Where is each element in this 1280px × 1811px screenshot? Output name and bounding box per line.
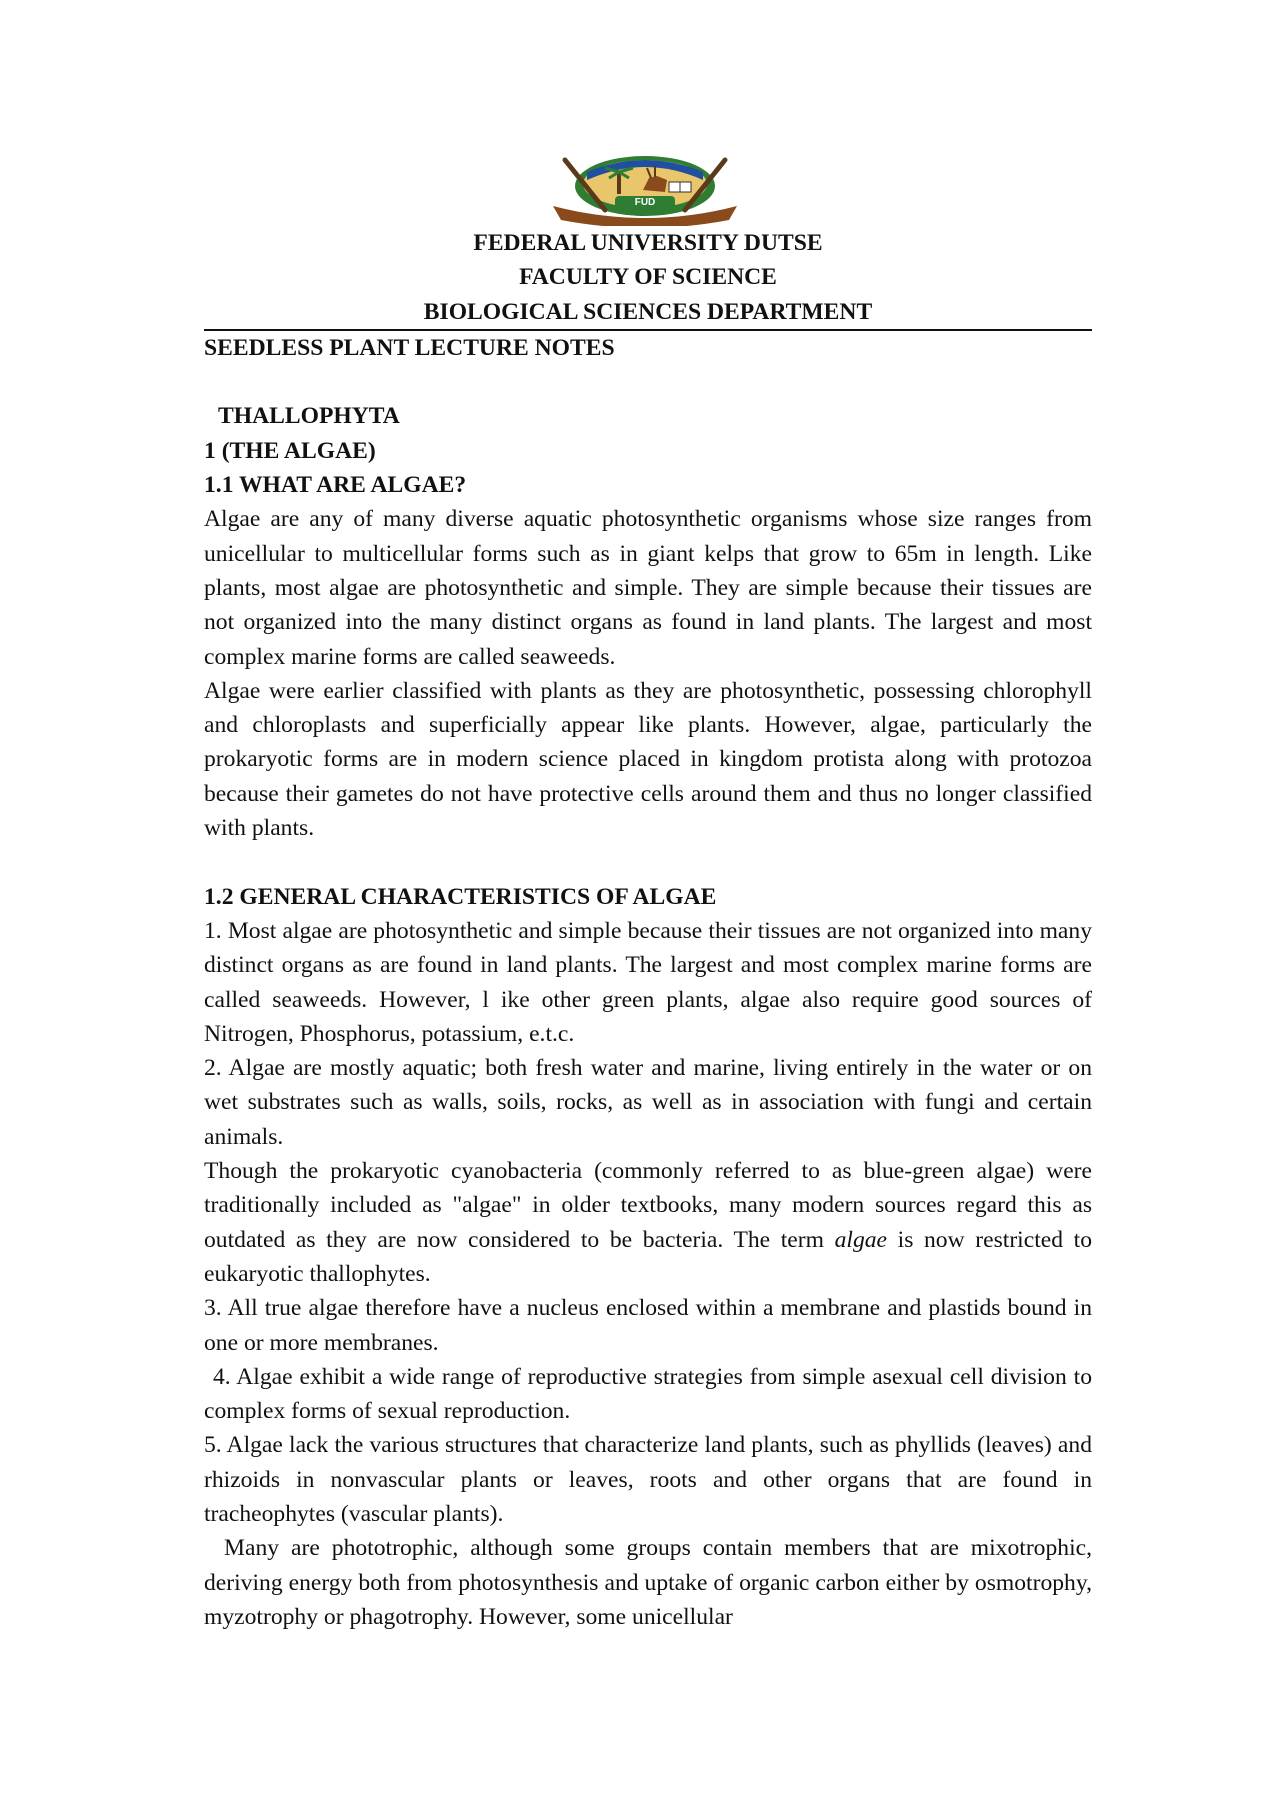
university-crest-icon — [545, 150, 745, 226]
faculty-name: FACULTY OF SCIENCE — [519, 264, 777, 291]
chapter-heading: 1 (THE ALGAE) — [204, 437, 376, 464]
cyano-text-after: is now restricted to eukaryotic thallophytes. — [204, 1226, 1092, 1287]
paragraph-cyanobacteria — [204, 1154, 1092, 1291]
division-heading: THALLOPHYTA — [218, 403, 400, 430]
characteristic-1: 1. Most algae are photosynthetic and simple because their tissues are not organized into many distinct organs as are found in land plants. The largest and most complex marine forms are called seaweeds. However, l ike other green plants, algae also require good sources of Nitrogen, Phosphorus, potassium, e.t.c. — [204, 917, 1092, 1047]
characteristic-4: 4. Algae exhibit a wide range of reproductive strategies from simple asexual cell division to complex forms of sexual reproduction. — [204, 1363, 1092, 1425]
cyano-text-before: Though the prokaryotic cyanobacteria (commonly referred to as blue-green algae) were traditionally included as "algae" in older textbooks, many modern sources regard this as outdated as they are now considered to be bacteria. The term — [204, 1158, 1092, 1253]
paragraph-algae-definition: Algae are any of many diverse aquatic photosynthetic organisms whose size ranges from unicellular to multicellular forms such as in giant kelps that grow to 65m in length. Like plants, most algae are photosynthetic and simple. They are simple because their tissues are not organized into the many distinct organs as found in land plants. The largest and most complex marine forms are called seaweeds. — [204, 506, 1092, 670]
spacer — [204, 365, 1092, 399]
characteristic-5: 5. Algae lack the various structures that characterize land plants, such as phyllids (leaves) and rhizoids in nonvascular plants or leaves, roots and other organs that are found in tracheophytes (vascular plants). — [204, 1432, 1092, 1527]
algae-term: algae — [834, 1226, 888, 1253]
university-name: FEDERAL UNIVERSITY DUTSE — [473, 230, 823, 256]
characteristic-3: 3. All true algae therefore have a nucleus enclosed within a membrane and plastids bound in one or more membranes. — [204, 1295, 1092, 1356]
crest-label: FUD — [634, 197, 656, 208]
section-heading-1-2: 1.2 GENERAL CHARACTERISTICS OF ALGAE — [204, 883, 717, 910]
characteristic-2: 2. Algae are mostly aquatic; both fresh water and marine, living entirely in the water or on wet substrates such as walls, soils, rocks, as well as in association with fungi and certain animals. — [204, 1055, 1092, 1150]
department-name: BIOLOGICAL SCIENCES DEPARTMENT — [204, 295, 1092, 331]
section-heading-1-1: 1.1 WHAT ARE ALGAE? — [204, 472, 467, 499]
spacer — [204, 845, 1092, 879]
paragraph-algae-classification: Algae were earlier classified with plants as they are photosynthetic, possessing chlorophyll and chloroplasts and superficially appear like plants. However, algae, particularly the prokaryotic forms are in modern science placed in kingdom protista along with protozoa because their gametes do not have protective cells around them and thus no longer classified with plants. — [204, 677, 1092, 842]
paragraph-trophic-modes: Many are phototrophic, although some groups contain members that are mixotrophic, deriving energy both from photosynthesis and uptake of organic carbon either by osmotrophy, myzotrophy or phagotrophy. However, some unicellular — [204, 1535, 1092, 1630]
document-body — [204, 226, 1092, 1634]
notes-title: SEEDLESS PLANT LECTURE NOTES — [204, 334, 615, 361]
